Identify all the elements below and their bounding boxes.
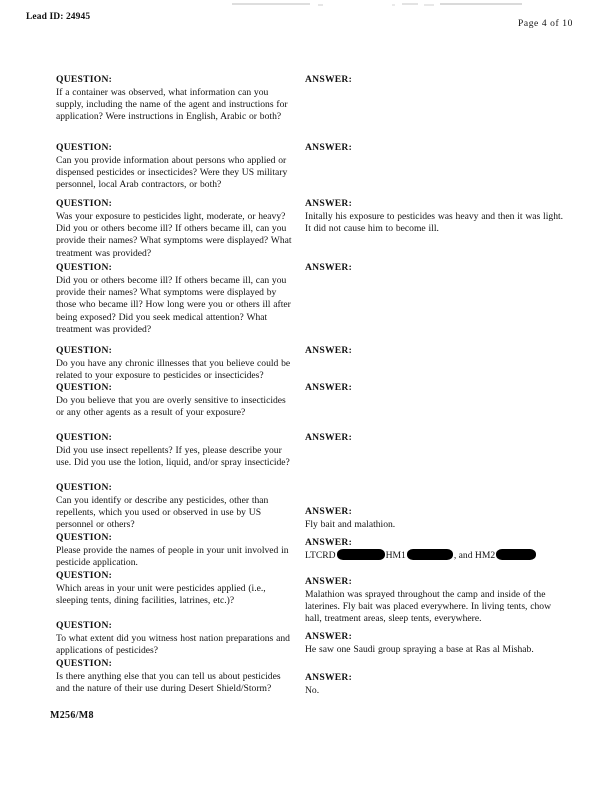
redaction-bar (337, 549, 385, 560)
question-text: Can you identify or describe any pesticides, other than repellents, which you used or observed in use by US personnel or others? (56, 495, 269, 531)
question-label: QUESTION: (56, 142, 113, 153)
answer-block (305, 142, 567, 154)
question-text: Can you provide information about persons who applied or dispensed pesticides or insecticides? Were they US military personnel, local Arab contractors, or both? (56, 155, 288, 191)
answer-label: ANSWER: (305, 382, 353, 393)
answer-label: ANSWER: (305, 432, 353, 443)
answer-text: Malathion was sprayed throughout the camp and inside of the laterines. Fly bait was placed everywhere. In living tents, chow hall, treatment areas, sleep tents, everywhere. (305, 589, 552, 625)
question-text: Is there anything else that you can tell us about pesticides and the nature of their use during Desert Shield/Storm? (56, 671, 281, 695)
question-label: QUESTION: (56, 482, 113, 493)
answer-text: No. (305, 685, 320, 696)
question-text: If a container was observed, what information can you supply, including the name of the agent and instructions for application? Were instructions in English, Arabic or both? (56, 87, 288, 123)
question-label: QUESTION: (56, 620, 113, 631)
page-number-label: Page 4 of 10 (518, 19, 573, 29)
question-text: Do you have any chronic illnesses that you believe could be related to your exposure to pesticides or insecticides? (56, 358, 291, 382)
answer-text: He saw one Saudi group spraying a base at Ras al Mishab. (305, 644, 534, 655)
answer-block (305, 198, 567, 235)
answer-block (305, 631, 567, 656)
answer-label: ANSWER: (305, 537, 353, 548)
answer-label: ANSWER: (305, 262, 353, 273)
redaction-bar (407, 549, 453, 560)
question-label: QUESTION: (56, 262, 113, 273)
answer-label: ANSWER: (305, 345, 353, 356)
redacted-line-text: HM1 (385, 550, 406, 561)
answer-label: ANSWER: (305, 672, 353, 683)
redacted-names-line (305, 549, 567, 562)
question-label: QUESTION: (56, 74, 113, 85)
answer-label: ANSWER: (305, 74, 353, 85)
answer-label: ANSWER: (305, 506, 353, 517)
lead-id-label: Lead ID: 24945 (26, 12, 91, 22)
redacted-line-text: LTCRD (305, 550, 336, 561)
answer-block (305, 262, 567, 274)
answer-block (305, 74, 567, 86)
question-block (56, 262, 294, 336)
answer-label: ANSWER: (305, 142, 353, 153)
answer-label: ANSWER: (305, 576, 353, 587)
answer-label: ANSWER: (305, 198, 353, 209)
answer-block (305, 345, 567, 357)
question-block (56, 658, 294, 695)
question-text: To what extent did you witness host nation preparations and applications of pesticides? (56, 633, 290, 657)
answer-block (305, 672, 567, 697)
question-text: Did you or others become ill? If others became ill, can you provide their names? What symptoms were displayed by those who became ill? How long were you or others ill after being exposed? Did you seek medical attention? What treatment was provided? (56, 275, 291, 335)
redaction-bar (496, 549, 536, 560)
question-text: Was your exposure to pesticides light, moderate, or heavy? Did you or others become ill? If others became ill, can you provide their names? What symptoms were displayed? What treatment was provided? (56, 211, 292, 259)
answer-text: Fly bait and malathion. (305, 519, 396, 530)
question-block (56, 620, 294, 657)
question-block (56, 142, 294, 192)
answer-text: Initally his exposure to pesticides was heavy and then it was light. It did not cause him to become ill. (305, 211, 564, 235)
answer-block (305, 506, 567, 531)
question-block (56, 198, 294, 260)
question-block (56, 482, 294, 532)
question-text: Please provide the names of people in your unit involved in pesticide application. (56, 545, 289, 569)
question-label: QUESTION: (56, 532, 113, 543)
question-block (56, 532, 294, 569)
question-text: Did you use insect repellents? If yes, please describe your use. Did you use the lotion, liquid, and/or spray insecticide? (56, 445, 290, 469)
question-label: QUESTION: (56, 432, 113, 443)
question-label: QUESTION: (56, 345, 113, 356)
document-header (0, 0, 612, 48)
question-block (56, 432, 294, 469)
question-label: QUESTION: (56, 658, 113, 669)
redacted-line-text: , and HM2 (453, 550, 496, 561)
answer-label: ANSWER: (305, 631, 353, 642)
question-label: QUESTION: (56, 382, 113, 393)
document-footer-code: M256/M8 (50, 710, 94, 721)
answer-block (305, 432, 567, 444)
question-block (56, 74, 294, 124)
question-label: QUESTION: (56, 570, 113, 581)
question-text: Which areas in your unit were pesticides applied (i.e., sleeping tents, dining facilities, latrines, etc.)? (56, 583, 266, 607)
question-block (56, 345, 294, 382)
question-text: Do you believe that you are overly sensitive to insecticides or any other agents as a result of your exposure? (56, 395, 286, 419)
question-label: QUESTION: (56, 198, 113, 209)
question-block (56, 382, 294, 419)
answer-block (305, 576, 567, 626)
answer-block (305, 382, 567, 394)
answer-block (305, 537, 567, 562)
question-block (56, 570, 294, 607)
